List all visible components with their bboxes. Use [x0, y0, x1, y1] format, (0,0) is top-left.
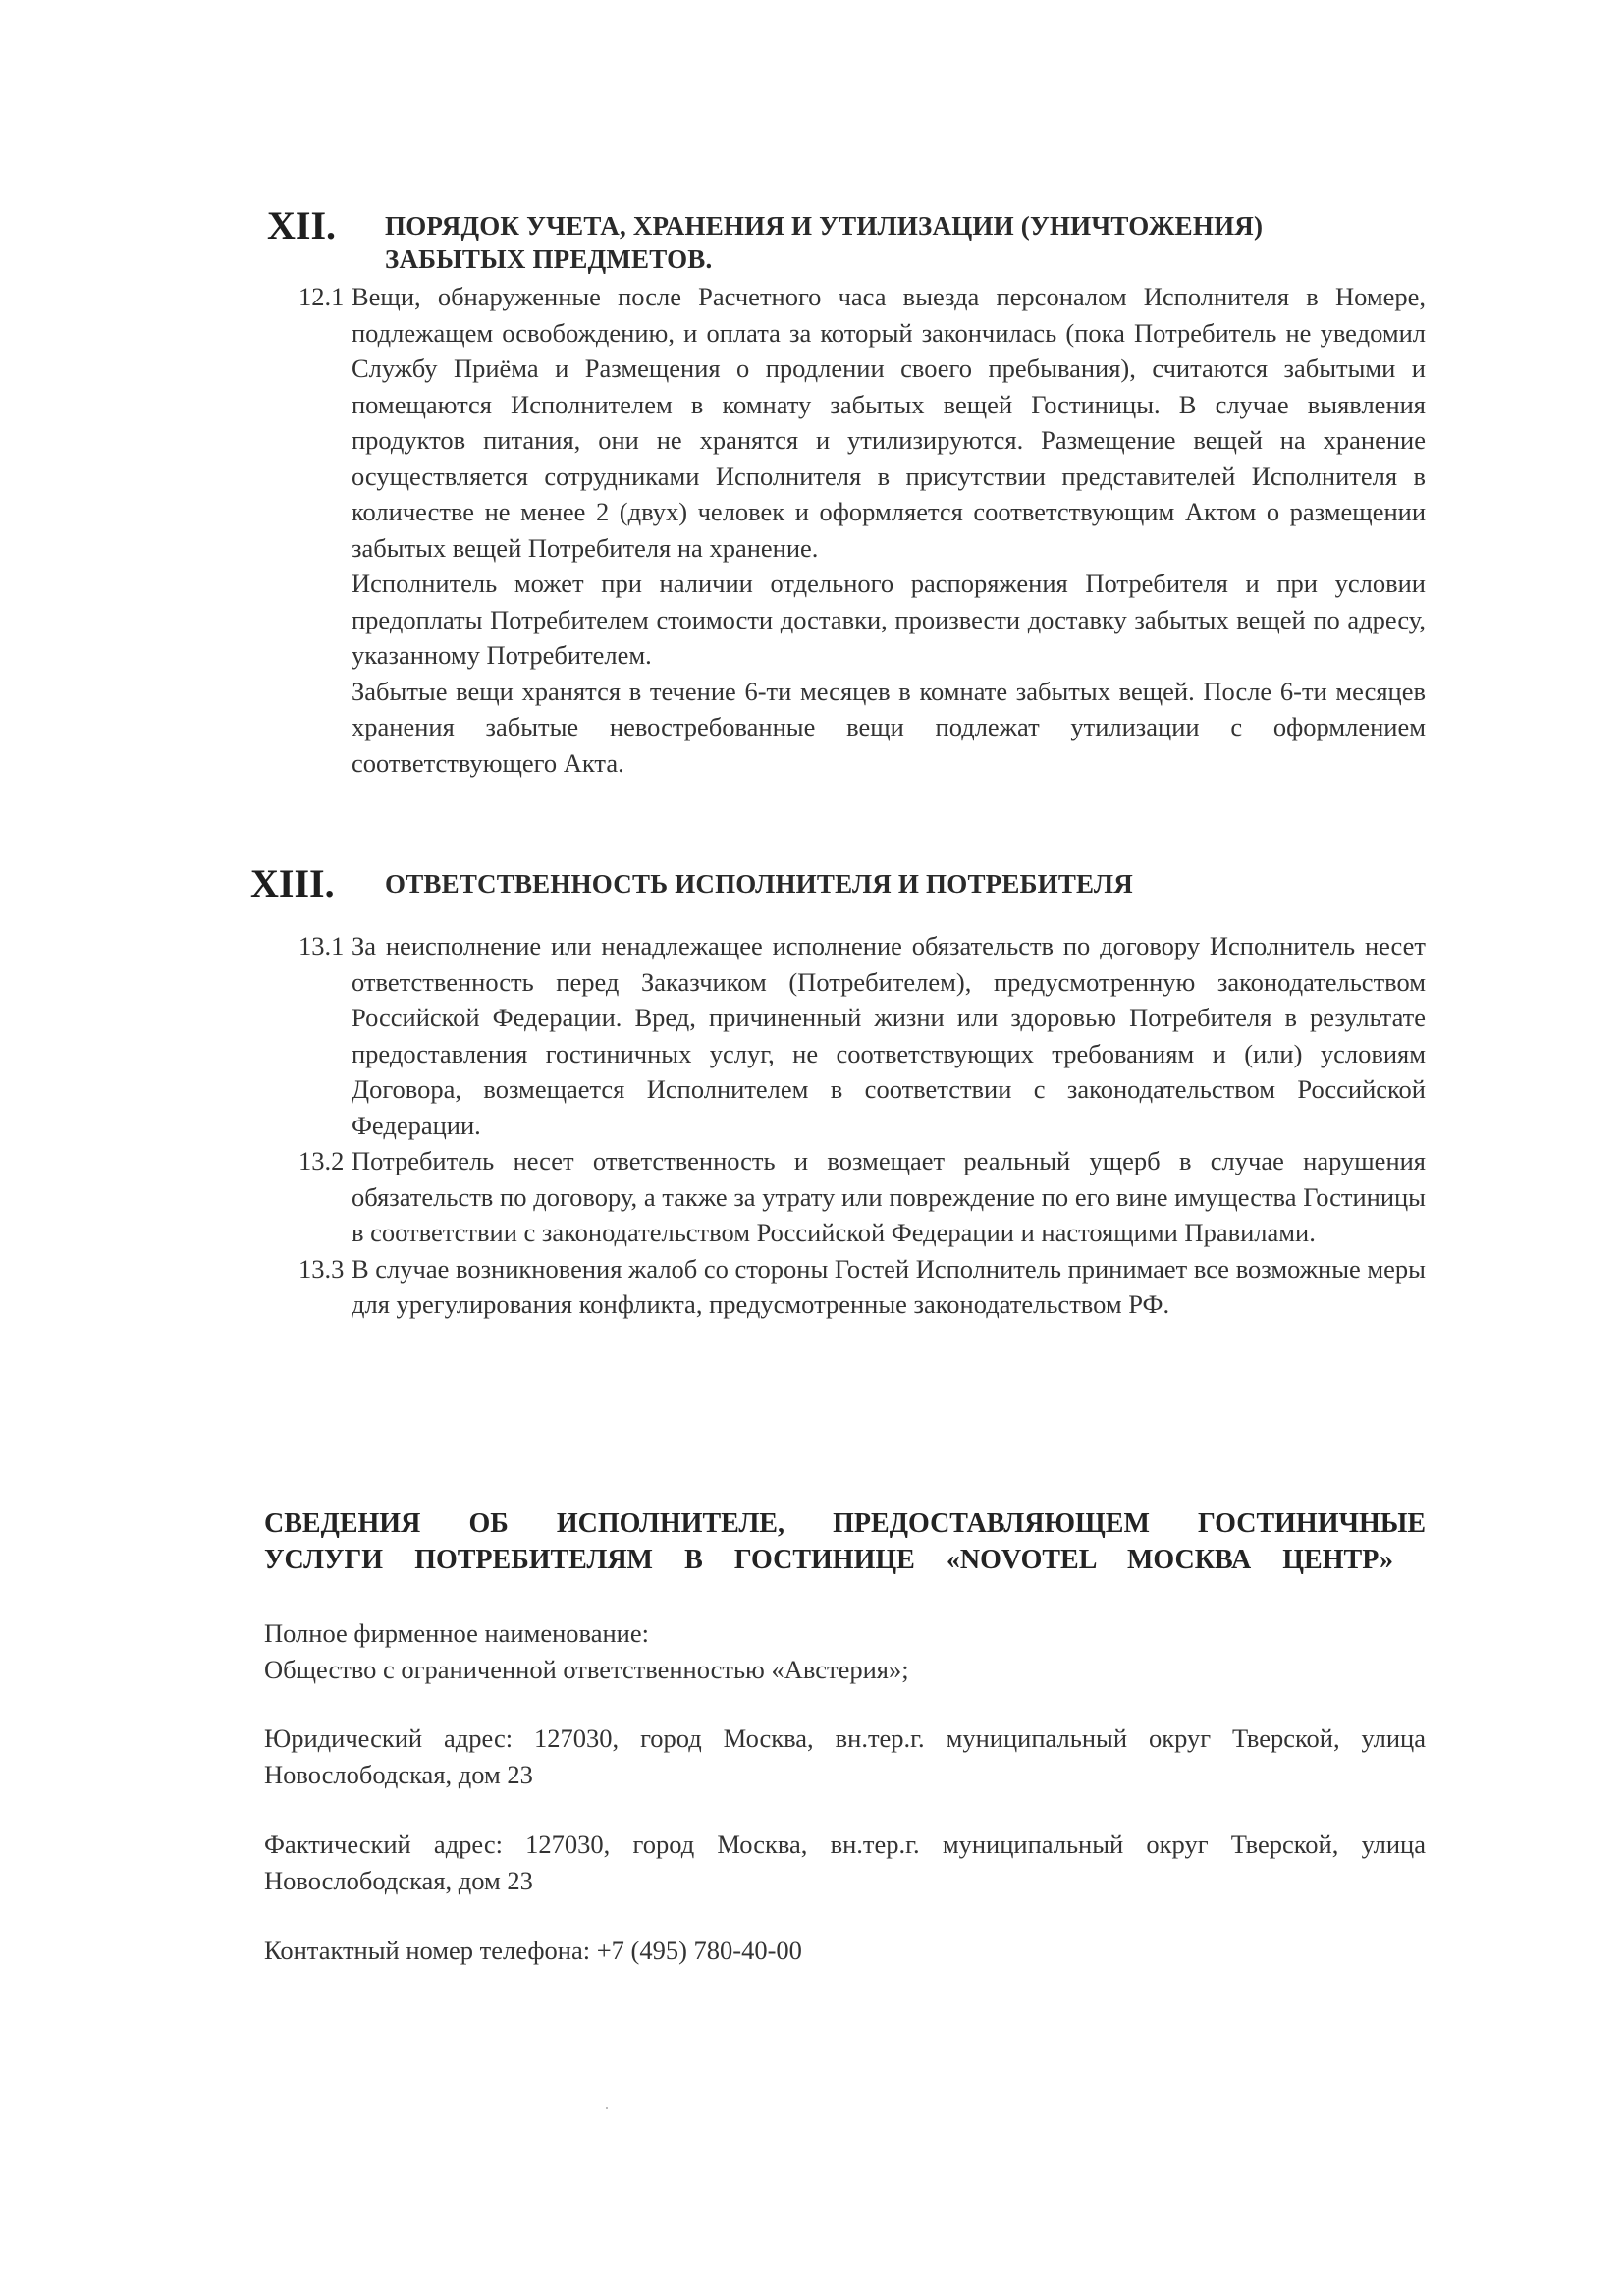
section-12-paragraph-1: Вещи, обнаруженные после Расчетного часа выезда персоналом Исполнителя в Номере, подлежащем освобождению, и оплата за который закончилась (пока Потребитель не уведомил Службу Приёма и Размещения о продлении своего пребывания), считаются забытыми и помещаются Исполнителем в комнату забытых вещей Гостиницы. В случае выявления продуктов питания, они не хранятся и утилизируются. Размещение вещей на хранение осуществляется сотрудниками Исполнителя в присутствии представителей Исполнителя в количестве не менее 2 (двух) человек и оформляется соответствующим Актом о размещении забытых вещей Потребителя на хранение.: [352, 282, 1426, 563]
legal-address: Юридический адрес: 127030, город Москва, вн.тер.г. муниципальный округ Тверской, улица Новослободская, дом 23: [264, 1723, 1426, 1789]
item-text: В случае возникновения жалоб со стороны Гостей Исполнитель принимает все возможные меры для урегулирования конфликта, предусмотренные законодательством РФ.: [352, 1253, 1426, 1319]
section-12-body: [298, 279, 1426, 781]
section-13-number: XIII.: [250, 861, 335, 905]
item-text: За неисполнение или ненадлежащее исполнение обязательств по договору Исполнитель несет ответственность перед Заказчиком (Потребителем), предусмотренную законодательством Российской Федерации. Вред, причиненный жизни или здоровью Потребителя в результате предоставления гостиничных услуг, не соответствующих требованиям и (или) условиям Договора, возмещается Исполнителем в соответствии с законодательством Российской Федерации.: [352, 931, 1426, 1140]
section-12-paragraph-3: Забытые вещи хранятся в течение 6-ти месяцев в комнате забытых вещей. После 6-ти месяцев хранения забытые невостребованные вещи подлежат утилизации с оформлением соответствующего Акта.: [352, 676, 1426, 778]
item-number: 13.3: [298, 1253, 345, 1284]
item-text-block: [352, 279, 1426, 566]
item-number: 13.1: [298, 931, 345, 960]
info-title-second: [264, 1542, 1393, 1578]
section-12-title: ПОРЯДОК УЧЕТА, ХРАНЕНИЯ И УТИЛИЗАЦИИ (УНИЧТОЖЕНИЯ) ЗАБЫТЫХ ПРЕДМЕТОВ.: [385, 211, 1264, 274]
item-text: Потребитель несет ответственность и возмещает реальный ущерб в случае нарушения обязательств по договору, а также за утрату или повреждение по его вине имущества Гостиницы в соответствии с законодательством Российской Федерации и настоящими Правилами.: [352, 1146, 1426, 1247]
company-name-label: Полное фирменное наименование:: [264, 1618, 649, 1648]
item-number: 12.1: [298, 282, 345, 311]
info-title: [264, 1505, 1426, 1542]
section-12-paragraph-2: Исполнитель может при наличии отдельного распоряжения Потребителя и при условии предоплаты Потребителем стоимости доставки, произвести доставку забытых вещей по адресу, указанному Потребителем.: [352, 569, 1426, 670]
company-name-block: [264, 1615, 1426, 1687]
section-12-heading: [267, 203, 1426, 276]
section-13-body: [298, 928, 1426, 1323]
contact-phone: Контактный номер телефона: +7 (495) 780-40-00: [264, 1936, 802, 1965]
item-number: 13.2: [298, 1146, 345, 1175]
info-title-line-2: УСЛУГИ ПОТРЕБИТЕЛЯМ В ГОСТИНИЦЕ «NOVOTEL МОСКВА ЦЕНТР»: [264, 1545, 1393, 1575]
section-13-item-1: [298, 928, 1426, 1143]
section-12-number: XII.: [267, 203, 337, 247]
company-name-value: Общество с ограниченной ответственностью «Австерия»;: [264, 1654, 909, 1684]
section-13-heading: [250, 861, 1429, 905]
section-13-title: ОТВЕТСТВЕННОСТЬ ИСПОЛНИТЕЛЯ И ПОТРЕБИТЕЛЯ: [385, 869, 1133, 899]
section-12-item: [298, 279, 1426, 566]
section-13-item-3: [298, 1251, 1426, 1323]
scan-speck: [606, 2107, 608, 2109]
actual-address: Фактический адрес: 127030, город Москва, вн.тер.г. муниципальный округ Тверской, улица Новослободская, дом 23: [264, 1830, 1426, 1895]
info-title-line-1: СВЕДЕНИЯ ОБ ИСПОЛНИТЕЛЕ, ПРЕДОСТАВЛЯЮЩЕМ ГОСТИНИЧНЫЕ: [264, 1508, 1426, 1539]
section-13-item-2: [298, 1143, 1426, 1251]
